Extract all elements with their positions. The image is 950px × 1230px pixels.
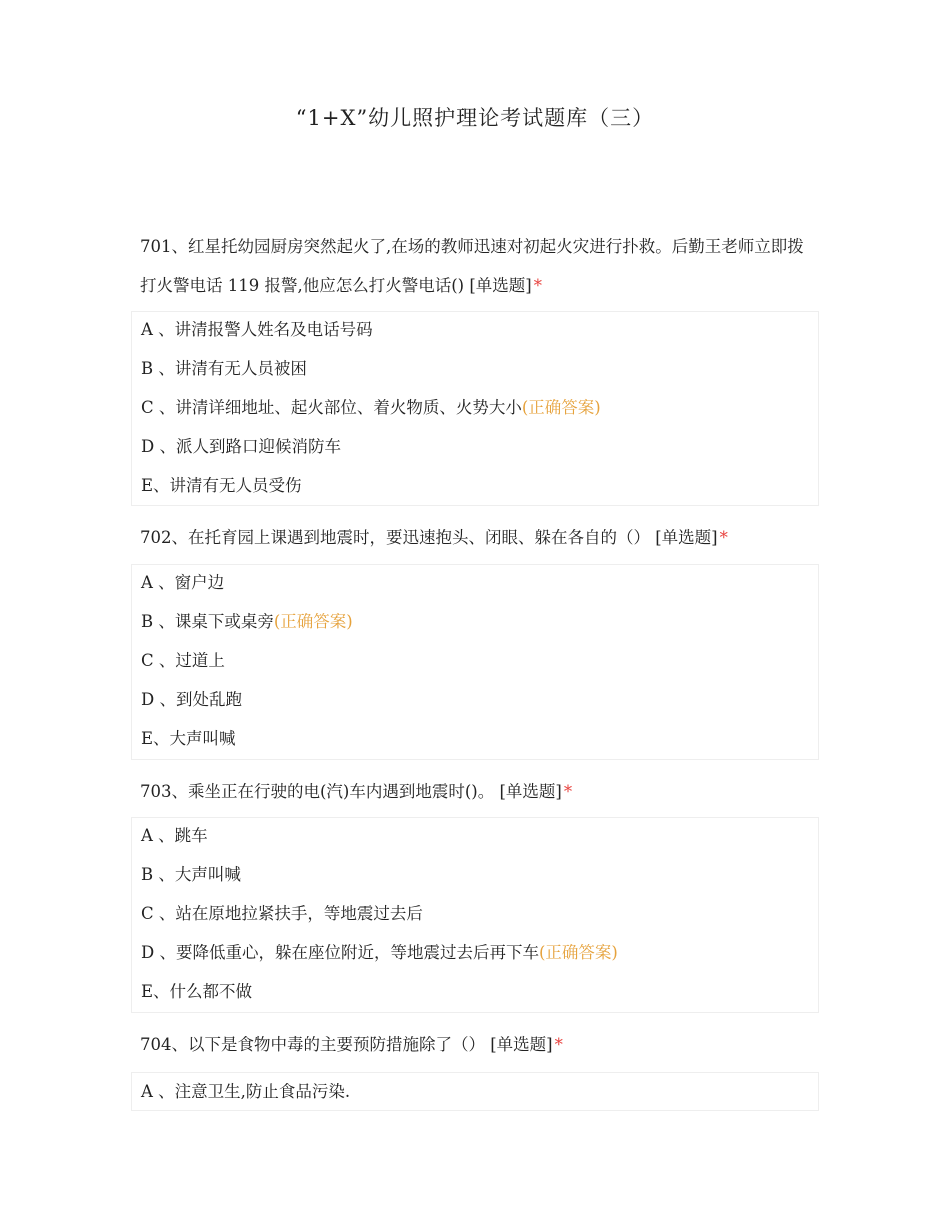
page-title: “1+X”幼儿照护理论考试题库（三） (295, 106, 655, 130)
question-stem (140, 1025, 815, 1064)
question-stem-text: 703、乘坐正在行驶的电(汽)车内遇到地震时()。 (140, 782, 495, 801)
question-stem (140, 518, 815, 557)
option-e (141, 972, 252, 1011)
option-text: C 、站在原地拉紧扶手，等地震过去后 (141, 904, 423, 923)
option-c (141, 894, 423, 933)
options-box (131, 311, 819, 506)
option-e (141, 719, 236, 758)
options-box (131, 564, 819, 760)
option-b (141, 602, 353, 641)
question-stem-text: 702、在托育园上课遇到地震时，要迅速抱头、闭眼、躲在各自的（） (140, 528, 650, 547)
options-box (131, 817, 819, 1013)
question-type-label: [单选题] (499, 782, 562, 801)
option-d (141, 933, 618, 972)
option-a (141, 816, 208, 855)
question-stem-text: 704、以下是食物中毒的主要预防措施除了（） (140, 1035, 485, 1054)
question-stem-text: 701、红星托幼园厨房突然起火了,在场的教师迅速对初起火灾进行扑救。后勤王老师立即拨打火警电话 119 报警,他应怎么打火警电话() (140, 237, 804, 295)
option-text: A 、讲清报警人姓名及电话号码 (141, 320, 373, 339)
correct-answer-mark: (正确答案) (521, 398, 601, 417)
correct-answer-mark: (正确答案) (538, 943, 618, 962)
option-text: C 、讲清详细地址、起火部位、着火物质、火势大小 (141, 398, 522, 417)
option-text: D 、到处乱跑 (141, 690, 242, 709)
option-text: A 、窗户边 (141, 573, 225, 592)
option-text: A 、跳车 (141, 826, 208, 845)
option-a (141, 310, 373, 349)
option-text: A 、注意卫生,防止食品污染. (141, 1082, 351, 1101)
option-text: E、讲清有无人员受伤 (141, 476, 302, 495)
option-text: B 、讲清有无人员被困 (141, 359, 307, 378)
option-text: D 、派人到路口迎候消防车 (141, 437, 341, 456)
question-stem (140, 227, 815, 305)
option-text: B 、课桌下或桌旁 (141, 612, 274, 631)
option-c (141, 641, 225, 680)
correct-answer-mark: (正确答案) (273, 612, 353, 631)
question-type-label: [单选题] (655, 528, 718, 547)
option-a (141, 1072, 350, 1111)
option-e (141, 466, 302, 505)
option-b (141, 349, 307, 388)
options-box (131, 1072, 819, 1111)
option-a (141, 563, 224, 602)
question-stem (140, 772, 815, 811)
required-mark: * (533, 276, 542, 295)
required-mark: * (563, 782, 573, 801)
option-text: D 、要降低重心，躲在座位附近，等地震过去后再下车 (141, 943, 539, 962)
option-d (141, 427, 341, 466)
required-mark: * (554, 1035, 563, 1054)
question-type-label: [单选题] (469, 276, 532, 295)
option-b (141, 855, 241, 894)
option-text: C 、过道上 (141, 651, 225, 670)
option-d (141, 680, 242, 719)
required-mark: * (719, 528, 728, 547)
option-c (141, 388, 601, 427)
option-text: B 、大声叫喊 (141, 865, 241, 884)
option-text: E、大声叫喊 (141, 729, 236, 748)
option-text: E、什么都不做 (141, 982, 253, 1001)
question-type-label: [单选题] (490, 1035, 553, 1054)
